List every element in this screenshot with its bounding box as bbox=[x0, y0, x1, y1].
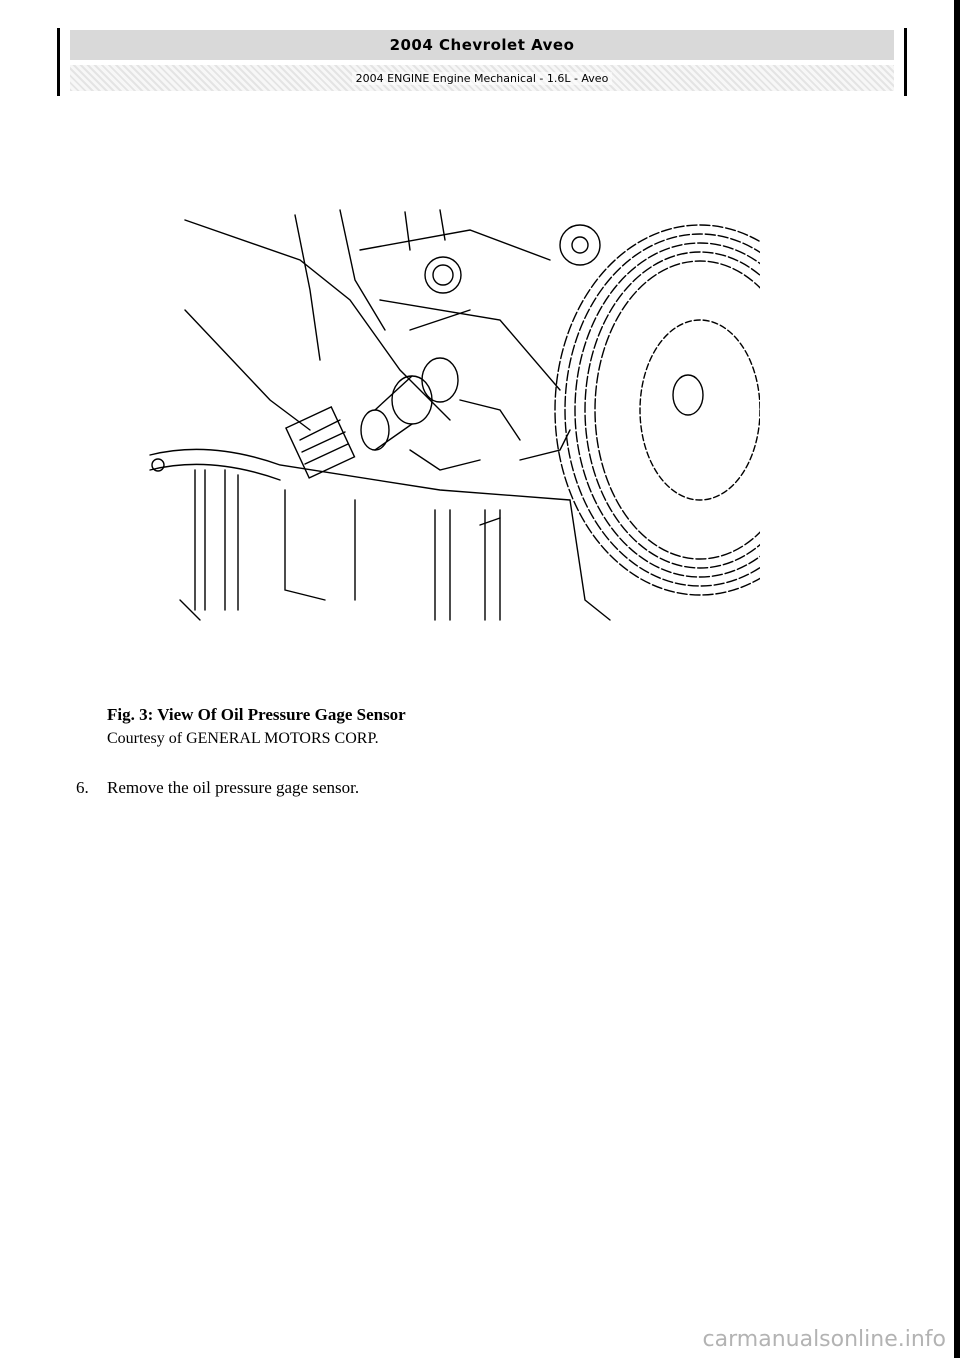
header-title-bar bbox=[70, 30, 894, 60]
document-title: 2004 Chevrolet Aveo bbox=[389, 36, 575, 54]
figure-caption bbox=[107, 703, 406, 751]
step-text: Remove the oil pressure gage sensor. bbox=[107, 778, 360, 797]
header-subtitle-bar bbox=[70, 65, 894, 91]
engine-illustration bbox=[140, 200, 760, 630]
figure-caption-credit: Courtesy of GENERAL MOTORS CORP. bbox=[107, 730, 379, 747]
oil-pressure-sensor bbox=[286, 358, 458, 478]
page-header bbox=[57, 28, 907, 96]
page-edge-border bbox=[954, 0, 960, 1358]
step-number: 6. bbox=[76, 778, 89, 797]
procedure-step bbox=[76, 776, 359, 800]
crankshaft-pulley bbox=[555, 225, 760, 595]
figure-caption-title: Fig. 3: View Of Oil Pressure Gage Sensor bbox=[107, 705, 406, 724]
document-subtitle: 2004 ENGINE Engine Mechanical - 1.6L - Aveo bbox=[352, 72, 613, 85]
watermark: carmanualsonline.info bbox=[702, 1327, 946, 1352]
